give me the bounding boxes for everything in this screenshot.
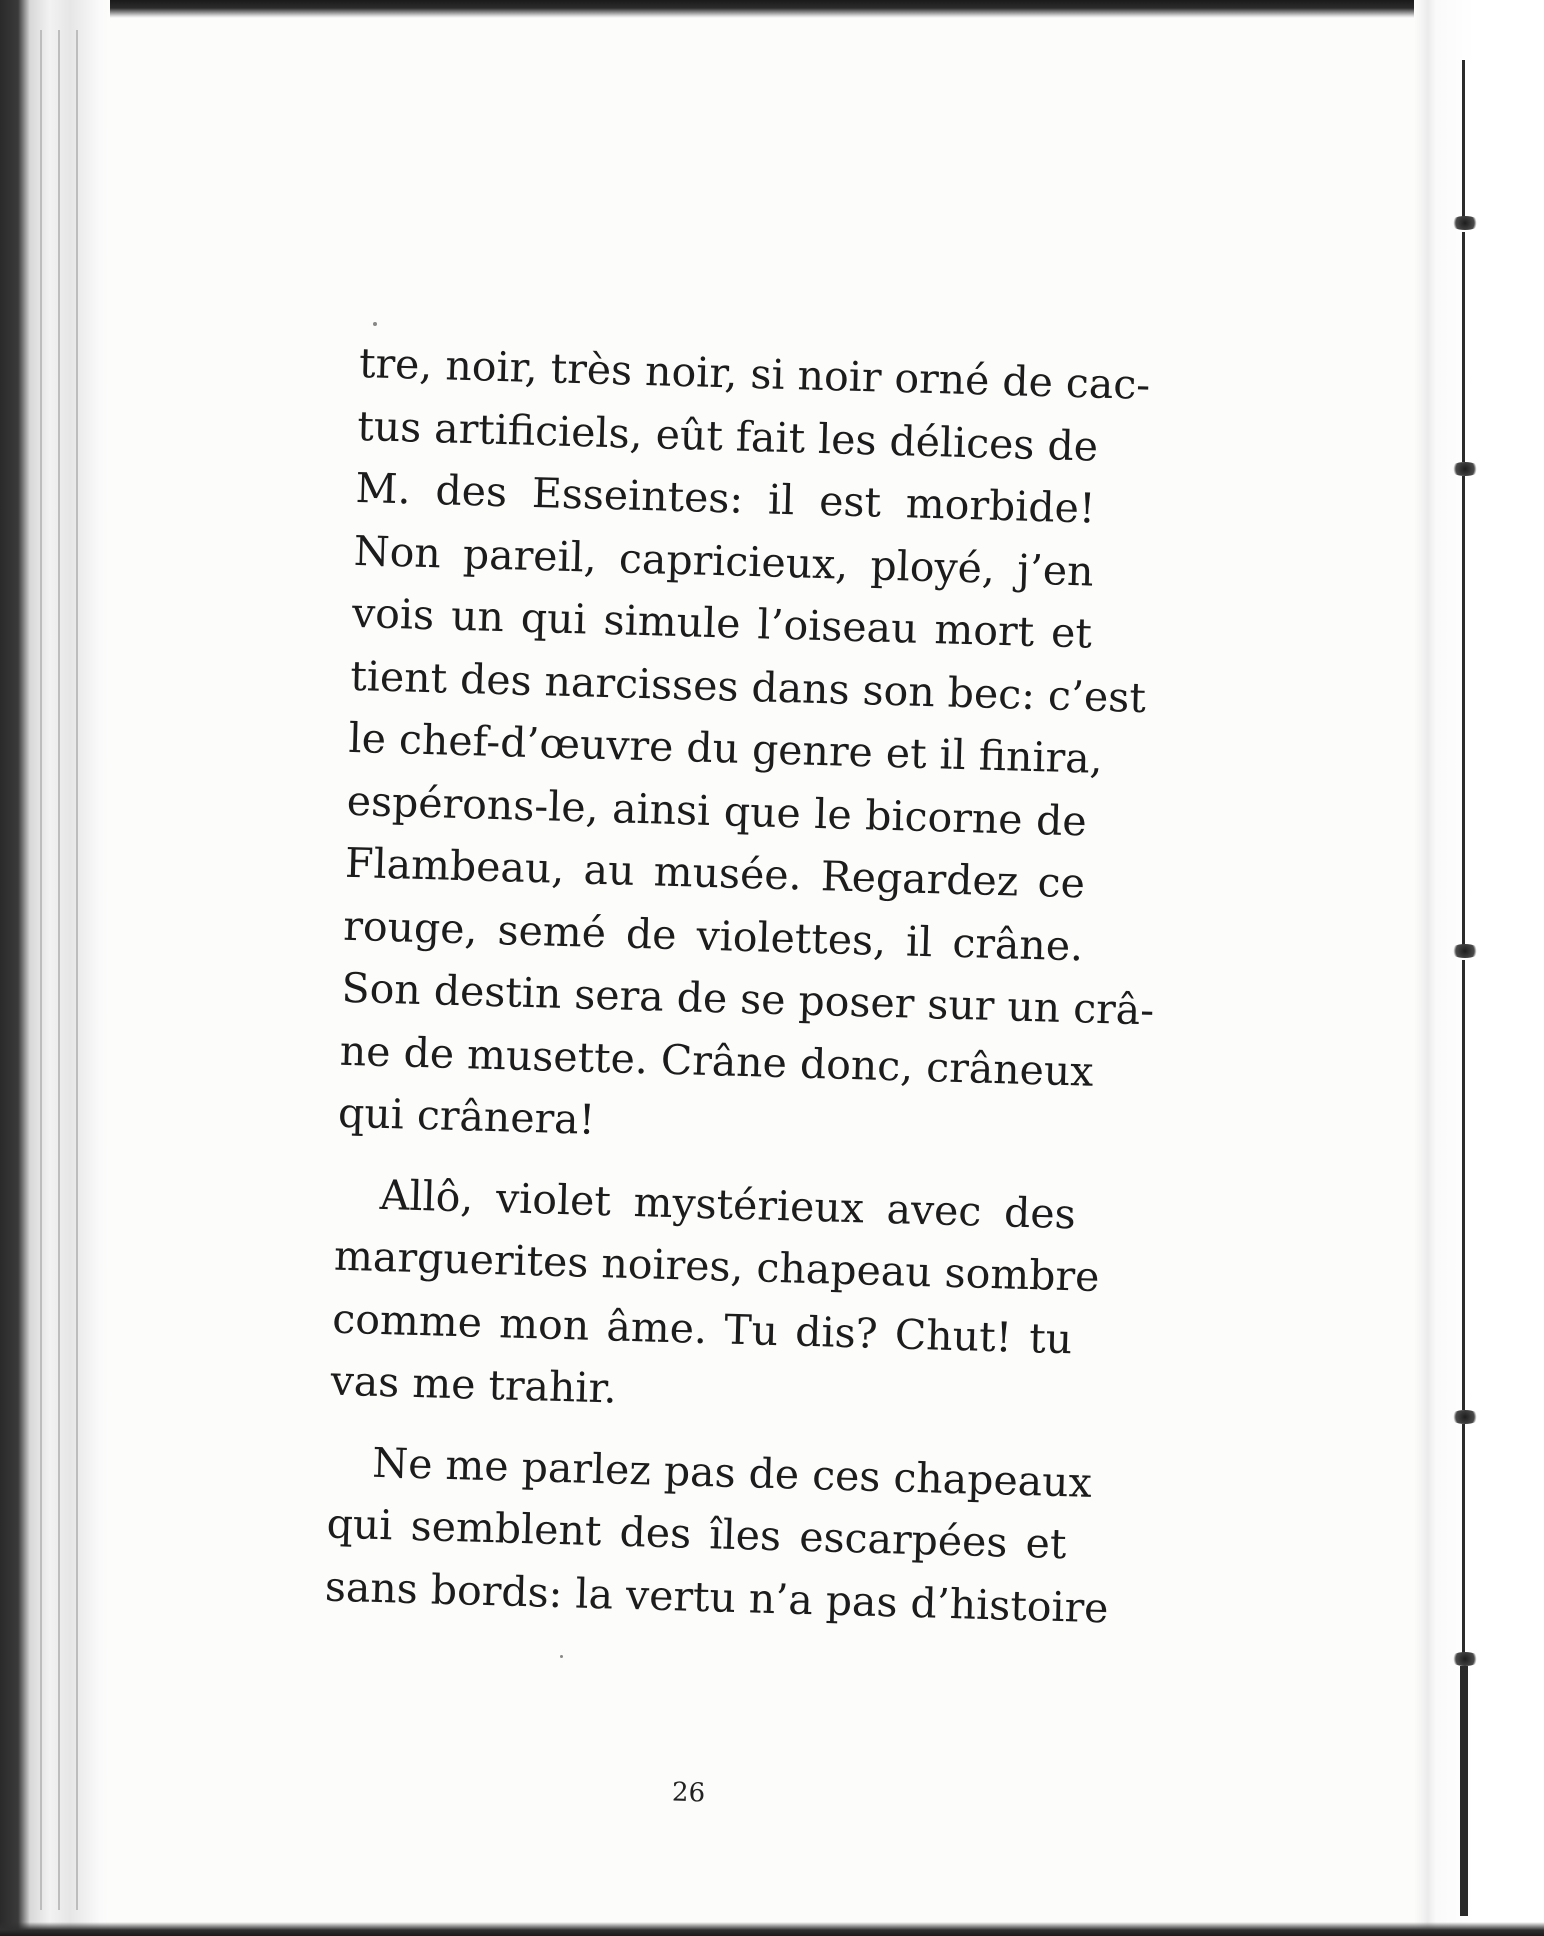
page-edge-line	[58, 30, 60, 1910]
text-line: Ne me parlez pas de ces chapeaux	[371, 1438, 1093, 1507]
bottom-shadow	[0, 1922, 1544, 1936]
text-line: qui crânera!	[337, 1088, 596, 1144]
text-line: marguerites noires, chapeau sombre	[333, 1231, 1101, 1302]
text-line: le chef-d’œuvre du genre et il finira,	[347, 713, 1104, 783]
binding-knot	[1450, 1410, 1480, 1424]
binding-thread	[1462, 476, 1465, 946]
text-line: Allô, violet mystérieux avec des	[379, 1170, 1077, 1238]
text-line: vas me trahir.	[330, 1356, 618, 1413]
dust-speck	[373, 322, 377, 326]
text-line: Son destin sera de se poser sur un crâ-	[341, 963, 1155, 1035]
text-line: Non pareil, capricieux, ployé, j’en	[353, 526, 1095, 596]
page-edge-line	[40, 30, 42, 1910]
text-line: tre, noir, très noir, si noir orné de cac-	[358, 338, 1151, 410]
binding-thread	[1462, 1424, 1465, 1654]
text-line: sans bords: la vertu n’a pas d’histoire	[324, 1562, 1110, 1632]
text-line: Flambeau, au musée. Regardez ce	[344, 838, 1086, 908]
right-binding	[1414, 0, 1544, 1936]
binding-knot	[1450, 216, 1480, 230]
binding-thread	[1462, 232, 1465, 462]
text-line: M. des Esseintes: il est morbide!	[354, 463, 1097, 533]
page-edge-line	[76, 30, 78, 1910]
left-page-stack	[0, 0, 110, 1936]
dust-speck	[560, 1655, 563, 1658]
paragraph-1	[337, 332, 1155, 1165]
paragraph-3	[324, 1430, 1110, 1638]
binding-thread	[1460, 1666, 1468, 1916]
text-line: espérons-le, ainsi que le bicorne de	[346, 776, 1088, 845]
text-line: comme mon âme. Tu dis? Chut! tu	[331, 1294, 1073, 1363]
body-text	[324, 332, 1155, 1638]
text-line: qui semblent des îles escarpées et	[326, 1499, 1068, 1569]
text-line: tient des narcisses dans son bec: c’est	[349, 651, 1147, 722]
binding-knot	[1450, 944, 1480, 958]
text-line: tus artificiels, eût fait les délices de	[356, 401, 1099, 471]
text-line: ne de musette. Crâne donc, crâneux	[339, 1026, 1095, 1096]
binding-knot	[1450, 462, 1480, 476]
binding-knot	[1450, 1652, 1480, 1666]
paragraph-2	[330, 1162, 1101, 1433]
binding-thread	[1462, 60, 1465, 220]
text-line: rouge, semé de violettes, il crâne.	[342, 901, 1084, 970]
text-line: vois un qui simule l’oiseau mort et	[351, 588, 1093, 658]
top-shadow	[0, 0, 1544, 18]
page-number: 26	[671, 1777, 706, 1809]
binding-thread	[1462, 960, 1465, 1410]
